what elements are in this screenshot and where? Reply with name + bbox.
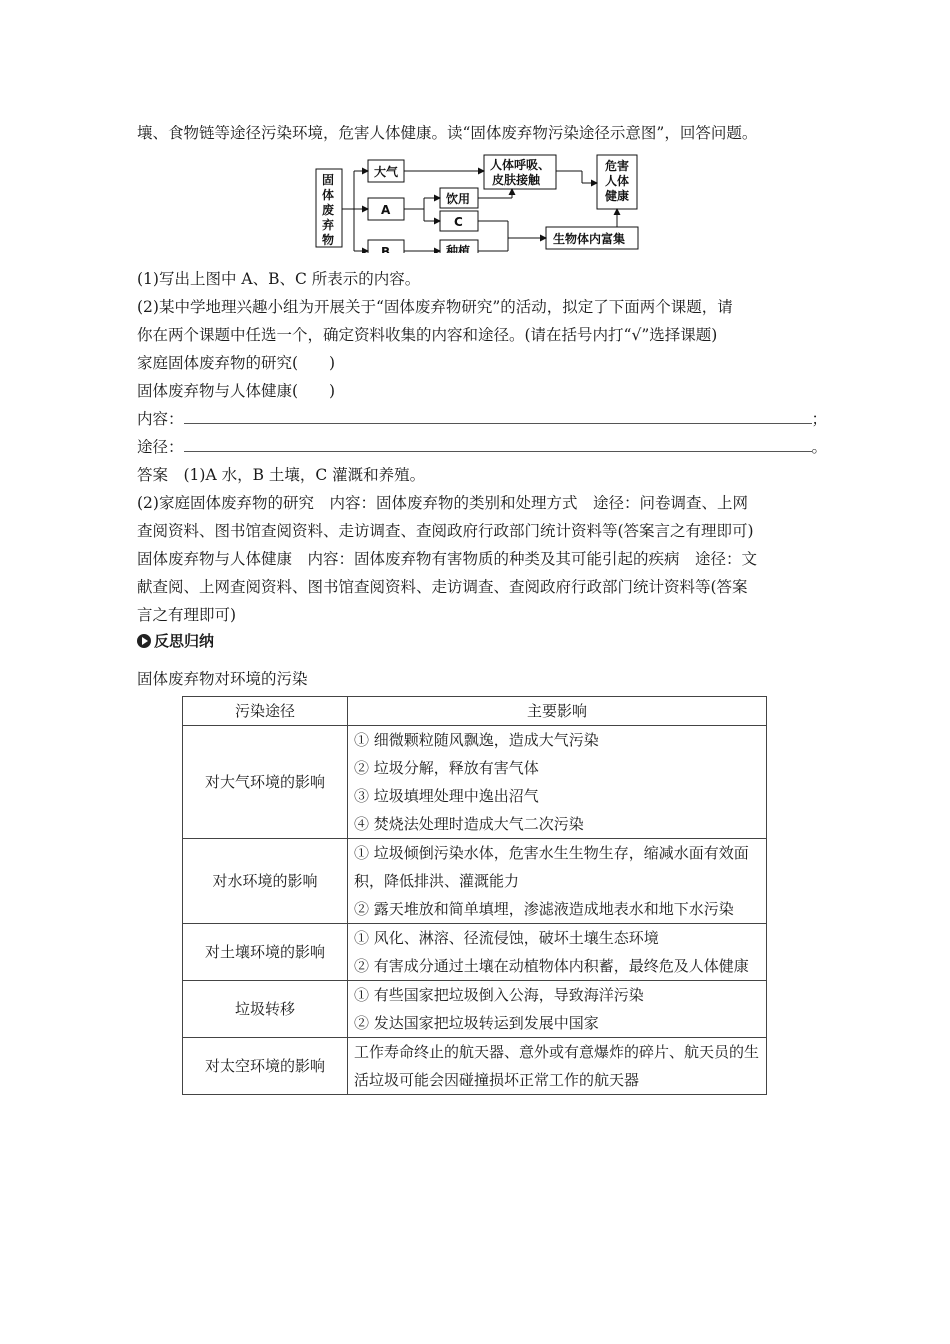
source-char: 废 xyxy=(322,203,335,217)
table-row xyxy=(183,839,767,924)
atmosphere-label: 大气 xyxy=(374,165,399,179)
effect-item: ① 垃圾倾倒污染水体，危害水生生物生存，缩减水面有效面积，降低排洪、灌溉能力 xyxy=(354,844,749,890)
b-label: B xyxy=(381,245,391,253)
content-answer-line[interactable] xyxy=(137,408,827,430)
effect-item: ③ 垃圾填埋处理中逸出沼气 xyxy=(354,787,539,805)
column-header: 污染途径 xyxy=(183,697,348,726)
route-cell: 对土壤环境的影响 xyxy=(183,924,348,981)
answer-line: 答案 (1)A 水，B 土壤，C 灌溉和养殖。 xyxy=(137,466,426,484)
table-row xyxy=(183,726,767,839)
effect-item: ① 细微颗粒随风飘逸，造成大气污染 xyxy=(354,731,599,749)
route-label: 途径： xyxy=(137,438,184,456)
answer-line: 献查阅、上网查阅资料、图书馆查阅资料、走访调查、查阅政府行政部门统计资料等(答案 xyxy=(137,578,748,596)
table-header-row xyxy=(183,697,767,726)
effect-item: ② 发达国家把垃圾转运到发展中国家 xyxy=(354,1014,599,1032)
section-heading xyxy=(137,630,214,652)
pollution-pathway-diagram xyxy=(312,153,642,257)
human-exposure-label: 皮肤接触 xyxy=(492,173,541,187)
c-label: C xyxy=(454,215,463,229)
drinking-label: 饮用 xyxy=(446,192,471,206)
harm-label: 人体 xyxy=(605,174,630,188)
source-char: 体 xyxy=(322,188,335,202)
answer-line: 固体废弃物与人体健康 内容：固体废弃物有害物质的种类及其可能引起的疾病 途径：文 xyxy=(137,550,758,568)
play-circle-icon xyxy=(137,634,151,648)
topic-option-1[interactable]: 家庭固体废弃物的研究( ) xyxy=(137,354,336,372)
topic-option-2[interactable]: 固体废弃物与人体健康( ) xyxy=(137,382,336,400)
harm-label: 健康 xyxy=(605,189,630,203)
effect-item: ② 有害成分通过土壤在动植物体内积蓄，最终危及人体健康 xyxy=(354,957,749,975)
route-end: 。 xyxy=(811,438,828,456)
effect-item: ② 垃圾分解，释放有害气体 xyxy=(354,759,539,777)
route-cell: 垃圾转移 xyxy=(183,981,348,1038)
intro-text: 壤、食物链等途径污染环境，危害人体健康。读“固体废弃物污染途径示意图”，回答问题。 xyxy=(137,124,758,142)
table-row xyxy=(183,924,767,981)
planting-label: 种植 xyxy=(446,244,471,253)
effects-cell xyxy=(348,924,767,981)
answer-line: 查阅资料、图书馆查阅资料、走访调查、查阅政府行政部门统计资料等(答案言之有理即可) xyxy=(137,522,754,540)
bio-enrichment-label: 生物体内富集 xyxy=(553,232,626,246)
effects-cell xyxy=(348,981,767,1038)
source-char: 弃 xyxy=(322,218,335,232)
table-row xyxy=(183,1038,767,1095)
answer-line: 言之有理即可) xyxy=(137,606,237,624)
column-header: 主要影响 xyxy=(348,697,767,726)
table-row xyxy=(183,981,767,1038)
content-label: 内容： xyxy=(137,410,184,428)
pollution-table xyxy=(182,696,767,1095)
route-cell: 对大气环境的影响 xyxy=(183,726,348,839)
human-exposure-label: 人体呼吸、 xyxy=(490,158,551,172)
section-title: 反思归纳 xyxy=(154,632,215,650)
effects-cell xyxy=(348,839,767,924)
answer-line: (2)家庭固体废弃物的研究 内容：固体废弃物的类别和处理方式 途径：问卷调查、上网 xyxy=(137,494,748,512)
effect-item: ① 有些国家把垃圾倒入公海，导致海洋污染 xyxy=(354,986,644,1004)
a-label: A xyxy=(381,203,391,217)
effect-item: 工作寿命终止的航天器、意外或有意爆炸的碎片、航天员的生活垃圾可能会因碰撞损坏正常工作的航天器 xyxy=(354,1043,760,1089)
effect-item: ④ 焚烧法处理时造成大气二次污染 xyxy=(354,815,584,833)
question-1: (1)写出上图中 A、B、C 所表示的内容。 xyxy=(137,270,421,288)
question-2-line: (2)某中学地理兴趣小组为开展关于“固体废弃物研究”的活动，拟定了下面两个课题，请 xyxy=(137,298,733,316)
content-end: ； xyxy=(811,410,828,428)
content-blank[interactable] xyxy=(184,409,812,424)
harm-label: 危害 xyxy=(605,159,630,173)
source-char: 物 xyxy=(322,233,335,247)
section-subtitle: 固体废弃物对环境的污染 xyxy=(137,670,308,688)
route-blank[interactable] xyxy=(184,437,812,452)
route-cell: 对水环境的影响 xyxy=(183,839,348,924)
effects-cell xyxy=(348,726,767,839)
effect-item: ② 露天堆放和简单填埋，渗滤液造成地表水和地下水污染 xyxy=(354,900,734,918)
route-answer-line[interactable] xyxy=(137,436,827,458)
source-char: 固 xyxy=(322,173,335,187)
question-2-line: 你在两个课题中任选一个，确定资料收集的内容和途径。(请在括号内打“√”选择课题) xyxy=(137,326,718,344)
route-cell: 对太空环境的影响 xyxy=(183,1038,348,1095)
effect-item: ① 风化、淋溶、径流侵蚀，破坏土壤生态环境 xyxy=(354,929,659,947)
effects-cell xyxy=(348,1038,767,1095)
